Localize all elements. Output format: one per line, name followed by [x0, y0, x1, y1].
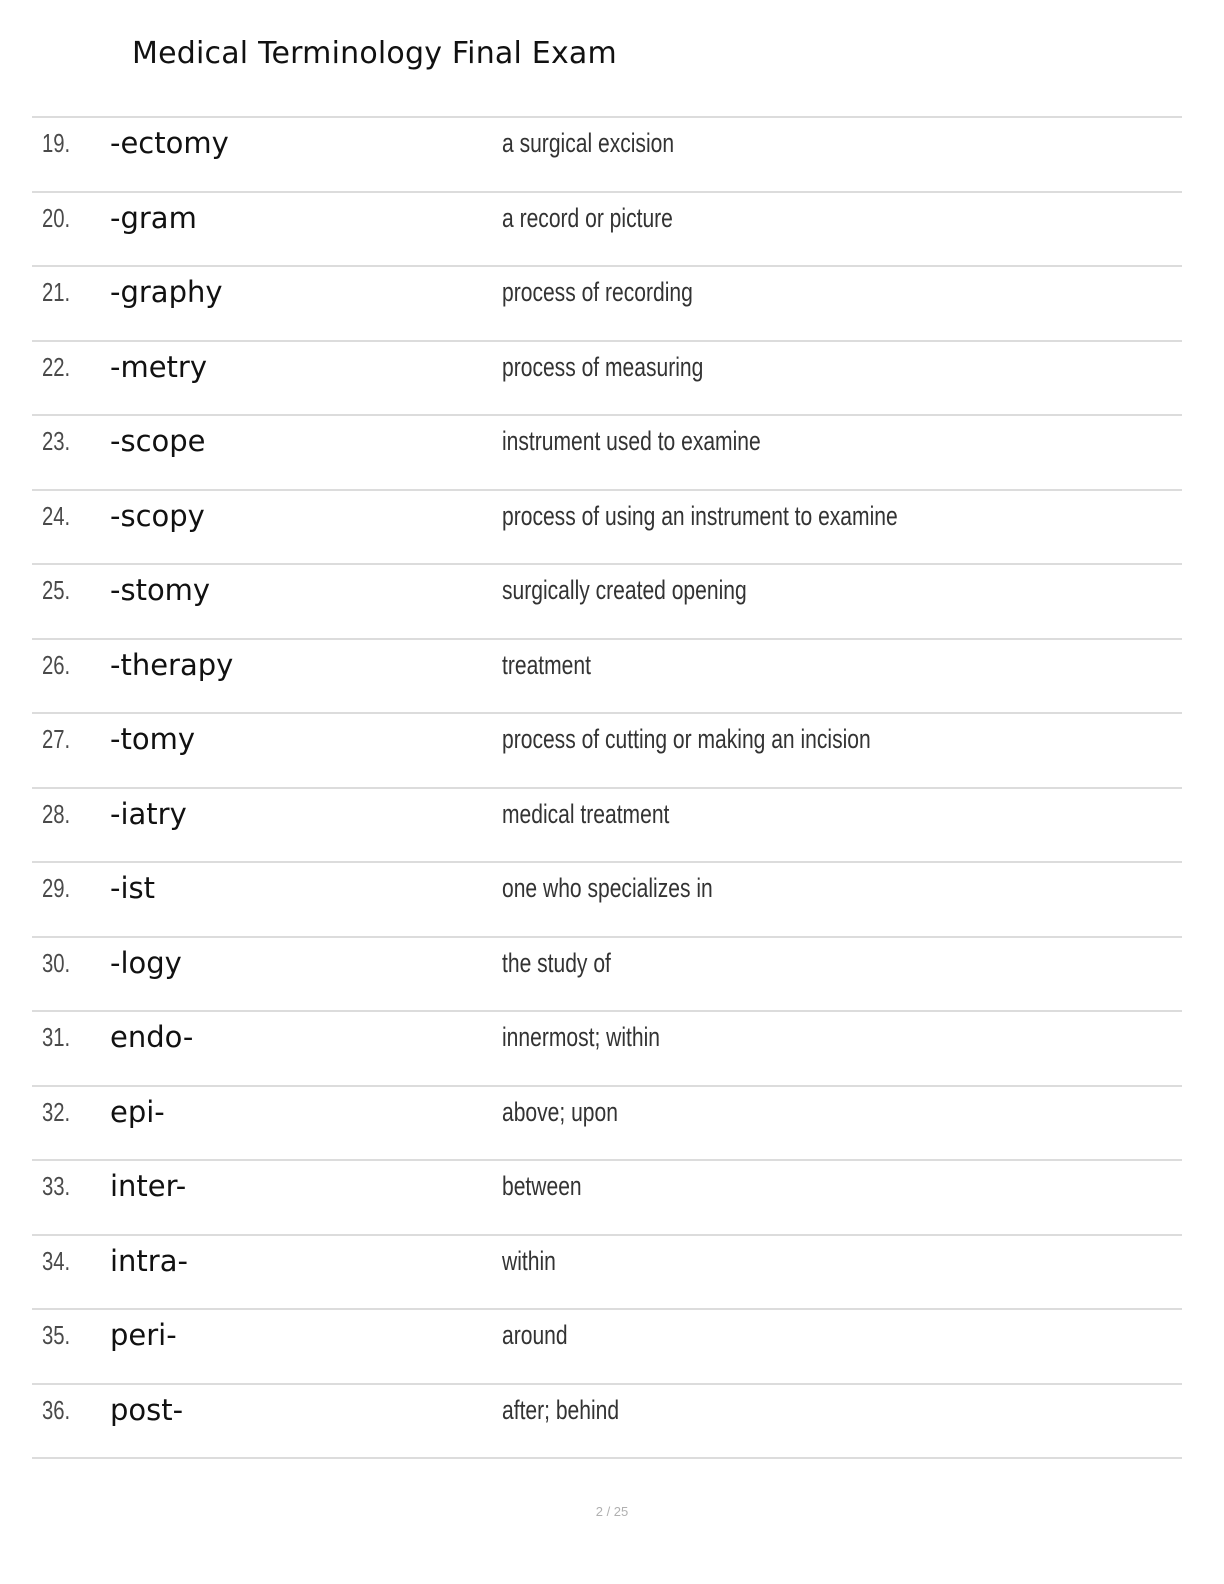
term-definition: a surgical excision	[502, 128, 675, 158]
term-word: inter-	[110, 1169, 187, 1203]
term-row	[32, 938, 1182, 1013]
term-number: 23.	[42, 426, 71, 456]
term-number: 30.	[42, 947, 71, 978]
term-word: -graphy	[110, 275, 223, 309]
term-row	[32, 1236, 1182, 1311]
term-number: 26.	[42, 649, 71, 680]
term-row	[32, 1087, 1182, 1162]
term-row	[32, 267, 1182, 342]
term-word: -scope	[110, 424, 206, 458]
term-word: -ist	[110, 871, 156, 905]
term-number: 28.	[42, 798, 71, 829]
term-table	[32, 116, 1182, 1459]
term-number: 22.	[42, 351, 71, 382]
term-number: 31.	[42, 1022, 71, 1052]
term-row	[32, 416, 1182, 491]
term-definition: innermost; within	[502, 1022, 661, 1052]
term-row	[32, 118, 1182, 193]
term-definition: one who specializes in	[502, 873, 713, 903]
term-definition: process of recording	[502, 277, 693, 307]
term-definition: process of cutting or making an incision	[502, 724, 871, 754]
term-word: peri-	[110, 1318, 177, 1352]
term-definition: within	[502, 1245, 556, 1276]
term-definition: surgically created opening	[502, 575, 747, 605]
term-definition: after; behind	[502, 1394, 620, 1425]
term-word: -metry	[110, 349, 208, 384]
term-number: 32.	[42, 1096, 71, 1127]
term-definition: around	[502, 1320, 568, 1350]
term-row	[32, 565, 1182, 640]
term-row	[32, 1012, 1182, 1087]
term-definition: treatment	[502, 649, 591, 680]
term-word: endo-	[110, 1020, 194, 1054]
term-row	[32, 1310, 1182, 1385]
term-number: 25.	[42, 575, 71, 605]
term-definition: instrument used to examine	[502, 426, 761, 456]
term-number: 35.	[42, 1320, 71, 1350]
term-definition: process of using an instrument to examine	[502, 500, 898, 531]
term-word: -logy	[110, 945, 182, 980]
term-definition: a record or picture	[502, 202, 673, 233]
term-definition: between	[502, 1171, 582, 1201]
term-word: -iatry	[110, 796, 187, 831]
term-word: intra-	[110, 1243, 188, 1278]
term-row	[32, 640, 1182, 715]
term-number: 20.	[42, 202, 71, 233]
term-number: 19.	[42, 128, 71, 158]
term-word: -therapy	[110, 647, 234, 682]
term-word: -ectomy	[110, 126, 229, 160]
term-row	[32, 714, 1182, 789]
term-row	[32, 491, 1182, 566]
term-definition: the study of	[502, 947, 611, 978]
term-word: post-	[110, 1392, 184, 1427]
term-number: 34.	[42, 1245, 71, 1276]
term-number: 29.	[42, 873, 71, 903]
term-number: 24.	[42, 500, 71, 531]
term-row	[32, 342, 1182, 417]
term-number: 36.	[42, 1394, 71, 1425]
term-word: epi-	[110, 1094, 165, 1129]
term-definition: above; upon	[502, 1096, 618, 1127]
term-number: 33.	[42, 1171, 71, 1201]
page-number: 2 / 25	[595, 1504, 629, 1519]
term-row	[32, 863, 1182, 938]
term-word: -stomy	[110, 573, 211, 607]
term-definition: medical treatment	[502, 798, 670, 829]
term-word: -tomy	[110, 722, 195, 756]
term-definition: process of measuring	[502, 351, 704, 382]
term-word: -gram	[110, 200, 197, 235]
term-word: -scopy	[110, 498, 205, 533]
page-title: Medical Terminology Final Exam	[132, 36, 617, 71]
term-row	[32, 1161, 1182, 1236]
term-row	[32, 1385, 1182, 1460]
term-number: 21.	[42, 277, 71, 307]
term-row	[32, 193, 1182, 268]
term-row	[32, 789, 1182, 864]
term-number: 27.	[42, 724, 71, 754]
